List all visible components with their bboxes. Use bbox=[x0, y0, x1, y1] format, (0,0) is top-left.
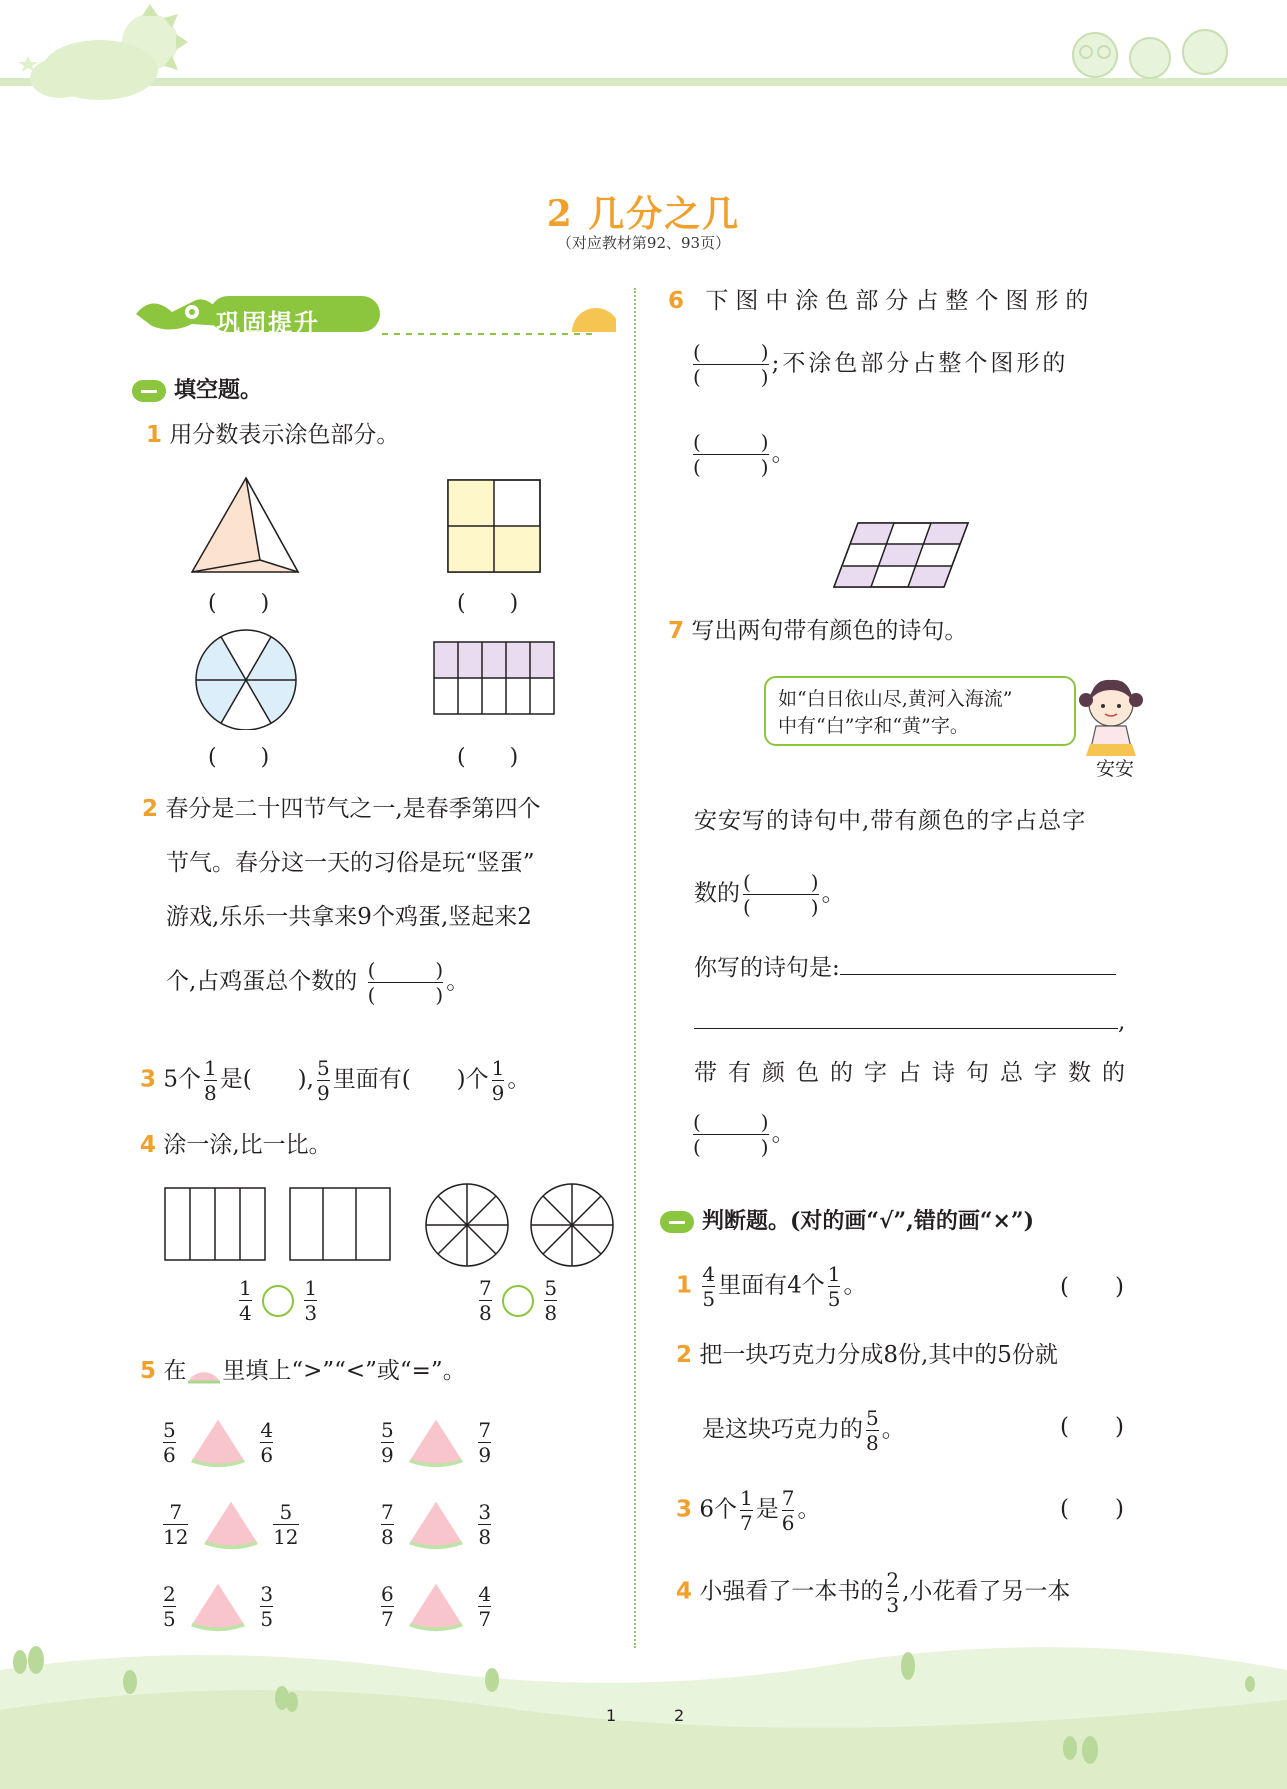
column-divider bbox=[634, 288, 636, 1648]
judge-3: 3 6个 $\frac{1}{7}$ 是 $\frac{7}{6}$ 。 bbox=[676, 1486, 821, 1535]
watermelon-icon[interactable] bbox=[186, 1414, 250, 1470]
question-2-line-3: 游戏,乐乐一共拿来9个鸡蛋,竖起来2 bbox=[166, 904, 532, 930]
question-7-line-3: 你写的诗句是: bbox=[694, 950, 1116, 983]
q5-row-3-left: $\frac{2}{5}$ $\frac{3}{5}$ bbox=[160, 1578, 276, 1634]
page-number-left: 1 bbox=[606, 1706, 617, 1725]
watermelon-icon[interactable] bbox=[186, 1578, 250, 1634]
poem-input-line-2[interactable] bbox=[694, 1004, 1118, 1029]
q5-row-3-right: $\frac{6}{7}$ $\frac{4}{7}$ bbox=[378, 1578, 494, 1634]
q1-answer-blank-3[interactable]: ( ) bbox=[208, 745, 270, 770]
page-number-right: 2 bbox=[674, 1706, 685, 1725]
question-2-line-4: 个,占鸡蛋总个数的 $\frac{( )}{( )}$ 。 bbox=[166, 958, 470, 1007]
section-fill-heading: 填空题。 bbox=[132, 373, 262, 404]
rect-thirds bbox=[290, 1188, 390, 1260]
section-judge-heading: 判断题。(对的画“√”,错的画“×”) bbox=[660, 1204, 1034, 1235]
section-badge-two bbox=[660, 1211, 694, 1233]
question-5: 5 在 里填上“>”“<”或“=”。 bbox=[140, 1358, 466, 1384]
question-7-line-6: $\frac{( )}{( )}$ 。 bbox=[693, 1110, 795, 1159]
q4-compare-2: $\frac{7}{8}$ $\frac{5}{8}$ bbox=[479, 1276, 558, 1325]
judge-4: 4 小强看了一本书的 $\frac{2}{3}$ ,小花看了另一本 bbox=[676, 1568, 1071, 1617]
question-6-line-2: $\frac{( )}{( )}$ ;不涂色部分占整个图形的 bbox=[693, 340, 1069, 389]
watermelon-icon[interactable] bbox=[404, 1414, 468, 1470]
question-6-line-3: $\frac{( )}{( )}$ 。 bbox=[693, 430, 795, 479]
compare-circle[interactable] bbox=[262, 1285, 294, 1317]
question-4: 4 涂一涂,比一比。 bbox=[140, 1132, 332, 1158]
girl-avatar-icon bbox=[1078, 672, 1144, 762]
square-figure bbox=[448, 480, 540, 572]
q5-row-2-right: $\frac{7}{8}$ $\frac{3}{8}$ bbox=[378, 1496, 494, 1552]
question-7: 7 写出两句带有颜色的诗句。 bbox=[668, 618, 968, 644]
rectangle-figure bbox=[434, 642, 554, 714]
q5-row-2-left: $\frac{7}{12}$ $\frac{5}{12}$ bbox=[160, 1496, 302, 1552]
parallelogram-figure bbox=[830, 520, 980, 592]
q1-answer-blank-4[interactable]: ( ) bbox=[457, 745, 519, 770]
q1-answer-blank-2[interactable]: ( ) bbox=[457, 591, 519, 616]
speaker-name: 安安 bbox=[1096, 758, 1135, 780]
q4-figures[interactable] bbox=[160, 1180, 620, 1270]
question-7-line-1: 安安写的诗句中,带有颜色的字占总字 bbox=[694, 808, 1087, 834]
answer-fraction-blank[interactable]: $\frac{( )}{( )}$ bbox=[693, 430, 769, 479]
poem-input-line-1[interactable] bbox=[840, 950, 1116, 975]
judge-2: 2 把一块巧克力分成8份,其中的5份就 bbox=[676, 1342, 1058, 1368]
header-decoration bbox=[0, 0, 1287, 110]
circle-eighths-2 bbox=[531, 1184, 613, 1266]
q3-blank-1[interactable]: 是( ), bbox=[219, 1066, 314, 1093]
question-7-line-4: , bbox=[694, 1004, 1125, 1037]
answer-fraction-blank[interactable]: $\frac{( )}{( )}$ bbox=[367, 958, 444, 1007]
page-subtitle: （对应教材第92、93页） bbox=[556, 234, 731, 252]
judge-1: 1 $\frac{4}{5}$ 里面有4个 $\frac{1}{5}$ 。 bbox=[676, 1262, 867, 1311]
q5-row-1-left: $\frac{5}{6}$ $\frac{4}{6}$ bbox=[160, 1414, 276, 1470]
q4-compare-1: $\frac{1}{4}$ $\frac{1}{3}$ bbox=[239, 1276, 318, 1325]
q5-row-1-right: $\frac{5}{9}$ $\frac{7}{9}$ bbox=[378, 1414, 494, 1470]
animal-friends-icon bbox=[1073, 30, 1227, 78]
banner-label: 巩固提升 bbox=[216, 309, 320, 337]
judge-2-line-2: 是这块巧克力的 $\frac{5}{8}$ 。 bbox=[702, 1406, 905, 1455]
watermelon-icon[interactable] bbox=[404, 1578, 468, 1634]
question-7-line-5: 带有颜色的字占诗句总字数的 bbox=[694, 1060, 1136, 1086]
judge-1-blank[interactable]: ( ) bbox=[1060, 1274, 1124, 1300]
speech-bubble: 如“白日依山尽,黄河入海流” 中有“白”字和“黄”字。 bbox=[764, 676, 1076, 746]
answer-fraction-blank[interactable]: $\frac{( )}{( )}$ bbox=[693, 340, 769, 389]
rect-quarters bbox=[165, 1188, 265, 1260]
question-2: 2 春分是二十四节气之一,是春季第四个 bbox=[142, 796, 541, 822]
question-7-line-2: 数的 $\frac{( )}{( )}$ 。 bbox=[694, 870, 845, 919]
judge-2-blank[interactable]: ( ) bbox=[1060, 1414, 1124, 1440]
circle-figure bbox=[196, 630, 296, 730]
question-2-line-2: 节气。春分这一天的习俗是玩“竖蛋” bbox=[166, 850, 535, 876]
question-6: 6 下图中涂色部分占整个图形的 bbox=[668, 288, 1096, 314]
section-banner bbox=[132, 284, 616, 344]
question-1: 1 用分数表示涂色部分。 bbox=[146, 422, 400, 448]
footer-landscape bbox=[0, 1630, 1287, 1789]
answer-fraction-blank[interactable]: $\frac{( )}{( )}$ bbox=[693, 1110, 769, 1159]
circle-eighths-1 bbox=[426, 1184, 508, 1266]
section-badge-one bbox=[132, 380, 166, 402]
q1-answer-blank-1[interactable]: ( ) bbox=[208, 591, 270, 616]
question-3: 3 5个 $\frac{1}{8}$ 是( ), $\frac{5}{9}$ 里面有( )个 $\frac{1}{9}$ 。 bbox=[140, 1056, 531, 1105]
watermelon-icon[interactable] bbox=[199, 1496, 263, 1552]
watermelon-icon[interactable] bbox=[404, 1496, 468, 1552]
compare-circle[interactable] bbox=[502, 1285, 534, 1317]
judge-3-blank[interactable]: ( ) bbox=[1060, 1496, 1124, 1522]
q3-blank-2[interactable]: 里面有( )个 bbox=[332, 1066, 489, 1093]
answer-fraction-blank[interactable]: $\frac{( )}{( )}$ bbox=[743, 870, 819, 919]
page-title: 2 几分之几 bbox=[546, 193, 741, 235]
triangle-figure bbox=[192, 478, 298, 572]
watermelon-icon bbox=[186, 1358, 222, 1386]
